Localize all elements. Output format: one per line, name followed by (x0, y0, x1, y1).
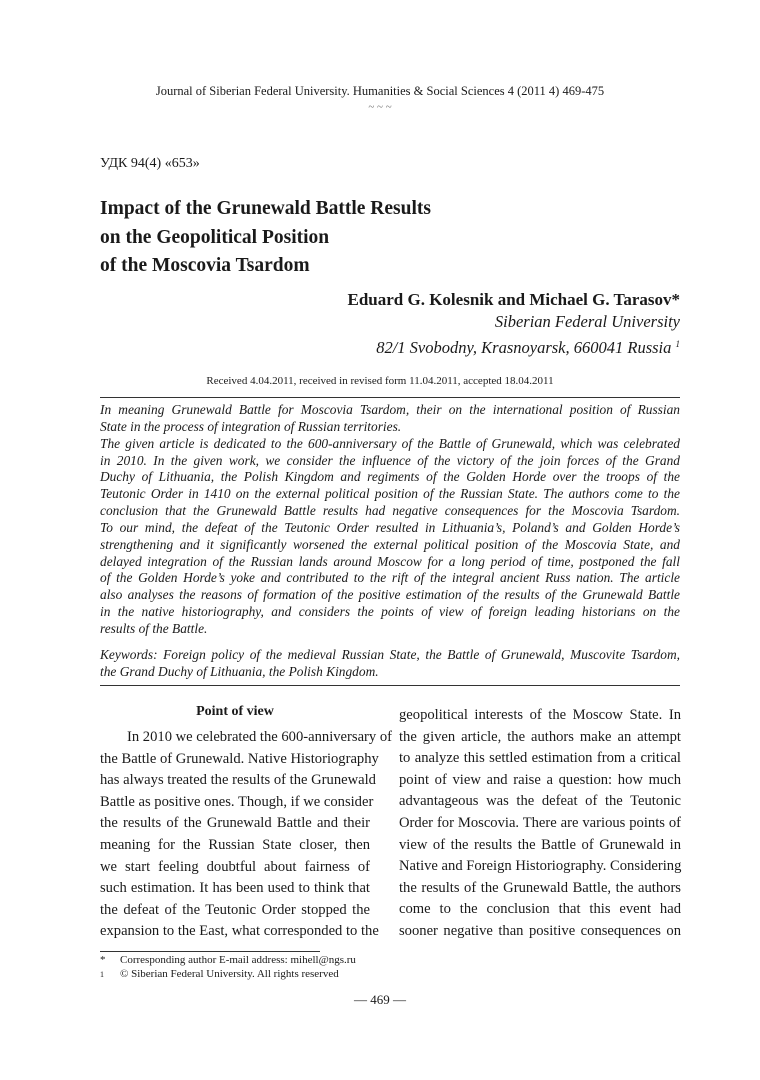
footnote-text: Corresponding author E-mail address: mihell@ngs.ru (120, 954, 356, 966)
text-line: The given article is dedicated to the 600-anniversary of the Battle of Grunewald, which was celebrated (100, 435, 680, 451)
text-line: State in the process of integration of Russian territories. (100, 418, 402, 434)
text-line: the defeat of the Teutonic Order stopped the (100, 901, 370, 918)
text-line: Keywords: Foreign policy of the medieval Russian State, the Battle of Grunewald, Muscovite Tsardom, (100, 647, 680, 662)
text-line: sooner negative than positive consequences on (399, 922, 681, 939)
page-number: — 469 — (354, 992, 406, 1007)
address-text: 82/1 Svobodny, Krasnoyarsk, 660041 Russia (376, 338, 672, 357)
footnote-mark: * (100, 954, 106, 966)
abstract (100, 402, 680, 638)
text-line: in the native historiography, and considers the points of view of foreign leading historians on the (100, 604, 680, 620)
right-column (399, 705, 681, 943)
affiliation: Siberian Federal University (494, 312, 680, 331)
footnote-rule (100, 951, 320, 952)
title-line: Impact of the Grunewald Battle Results (100, 198, 431, 219)
address (347, 333, 680, 359)
udk-code: УДК 94(4) «653» (100, 156, 200, 171)
text-line: we start feeling doubtful about fairness of (100, 858, 370, 875)
text-line: expansion to the East, what corresponded to the (100, 923, 379, 940)
text-line: the results of the Grunewald Battle, the authors (399, 879, 681, 896)
abstract-top-rule (100, 397, 680, 398)
text-line: also analyses the reasons of formation of the positive estimation of the results of the Grunewald Battle (100, 587, 680, 603)
text-line: delayed integration of the Russian lands around Moscow for a long period of time, postponed the fall (100, 553, 680, 569)
footnote-mark: 1 (100, 970, 104, 979)
author-block (347, 289, 680, 359)
footnote-mark: 1 (675, 339, 680, 349)
text-line: view of the results the Battle of Grunewald in (399, 836, 681, 853)
text-line: In 2010 we celebrated the 600-anniversary of (127, 729, 393, 745)
text-line: the given article, the authors make an attempt (399, 728, 681, 745)
text-line: such estimation. It has been used to think that (100, 880, 370, 897)
received-dates: Received 4.04.2011, received in revised form 11.04.2011, accepted 18.04.2011 (206, 375, 554, 387)
journal-header: Journal of Siberian Federal University. Humanities & Social Sciences 4 (2011 4) 469-475 (155, 84, 605, 98)
text-line: Teutonic Order in 1410 on the external political position of the Russian State. The authors come to the (100, 486, 680, 502)
footnote (100, 967, 356, 982)
article-title (100, 195, 431, 281)
header-separator: ~ ~ ~ (368, 101, 392, 113)
text-line: geopolitical interests of the Moscow State. In (399, 707, 681, 723)
text-line: Battle as positive ones. Though, if we consider (100, 793, 374, 810)
title-line: on the Geopolitical Position (100, 226, 330, 248)
left-column (100, 727, 393, 943)
text-line: In meaning Grunewald Battle for Moscovia Tsardom, their on the international position of Russian (100, 402, 680, 417)
text-line: conclusion that the Grunewald Battle results had negative consequences for the Moscovia Tsardom. (100, 503, 680, 519)
text-line: point of view and raise a question: how much (399, 771, 681, 788)
text-line: results of the Battle. (100, 620, 208, 636)
text-line: To our mind, the defeat of the Teutonic Order resulted in Lithuania’s, Poland’s and Golden Horde’s (100, 519, 680, 535)
text-line: meaning for the Russian State closer, then (100, 836, 370, 853)
text-line: the Grand Duchy of Lithuania, the Polish Kingdom. (100, 664, 379, 679)
abstract-bottom-rule (100, 685, 680, 686)
text-line: strengthening and it significantly worsened the external political position of the Moscovia State, and (100, 536, 680, 552)
author-names: Eduard G. Kolesnik and Michael G. Tarasov* (347, 290, 680, 309)
text-line: of the Golden Horde’s yoke and contributed to the rift of the integral ancient Russ nation. The article (100, 570, 680, 586)
text-line: the Battle of Grunewald. Native Historiography (100, 750, 379, 767)
text-line: advantageous was the defeat of the Teutonic (399, 793, 681, 810)
text-line: come to the conclusion that this event had (399, 901, 681, 918)
text-line: in 2010. In the given work, we consider the influence of the victory of the join forces of the Grand (100, 452, 680, 468)
keywords (100, 646, 680, 680)
section-heading: Point of view (196, 704, 274, 719)
text-line: Native and Foreign Historiography. Considering (399, 858, 682, 875)
text-line: the results of the Grunewald Battle and their (100, 815, 370, 832)
text-line: Order for Moscovia. There are various points of (399, 814, 681, 831)
text-line: to analyze this settled estimation from a critical (399, 750, 681, 767)
footnote (100, 953, 356, 967)
text-line: has always treated the results of the Grunewald (100, 772, 376, 789)
footnotes (100, 953, 356, 982)
title-line: of the Moscovia Tsardom (100, 255, 310, 276)
text-line: Duchy of Lithuania, the Polish Kingdom and regiments of the Golden Horde over the troops of the (100, 469, 680, 485)
footnote-text: © Siberian Federal University. All rights reserved (120, 968, 339, 980)
